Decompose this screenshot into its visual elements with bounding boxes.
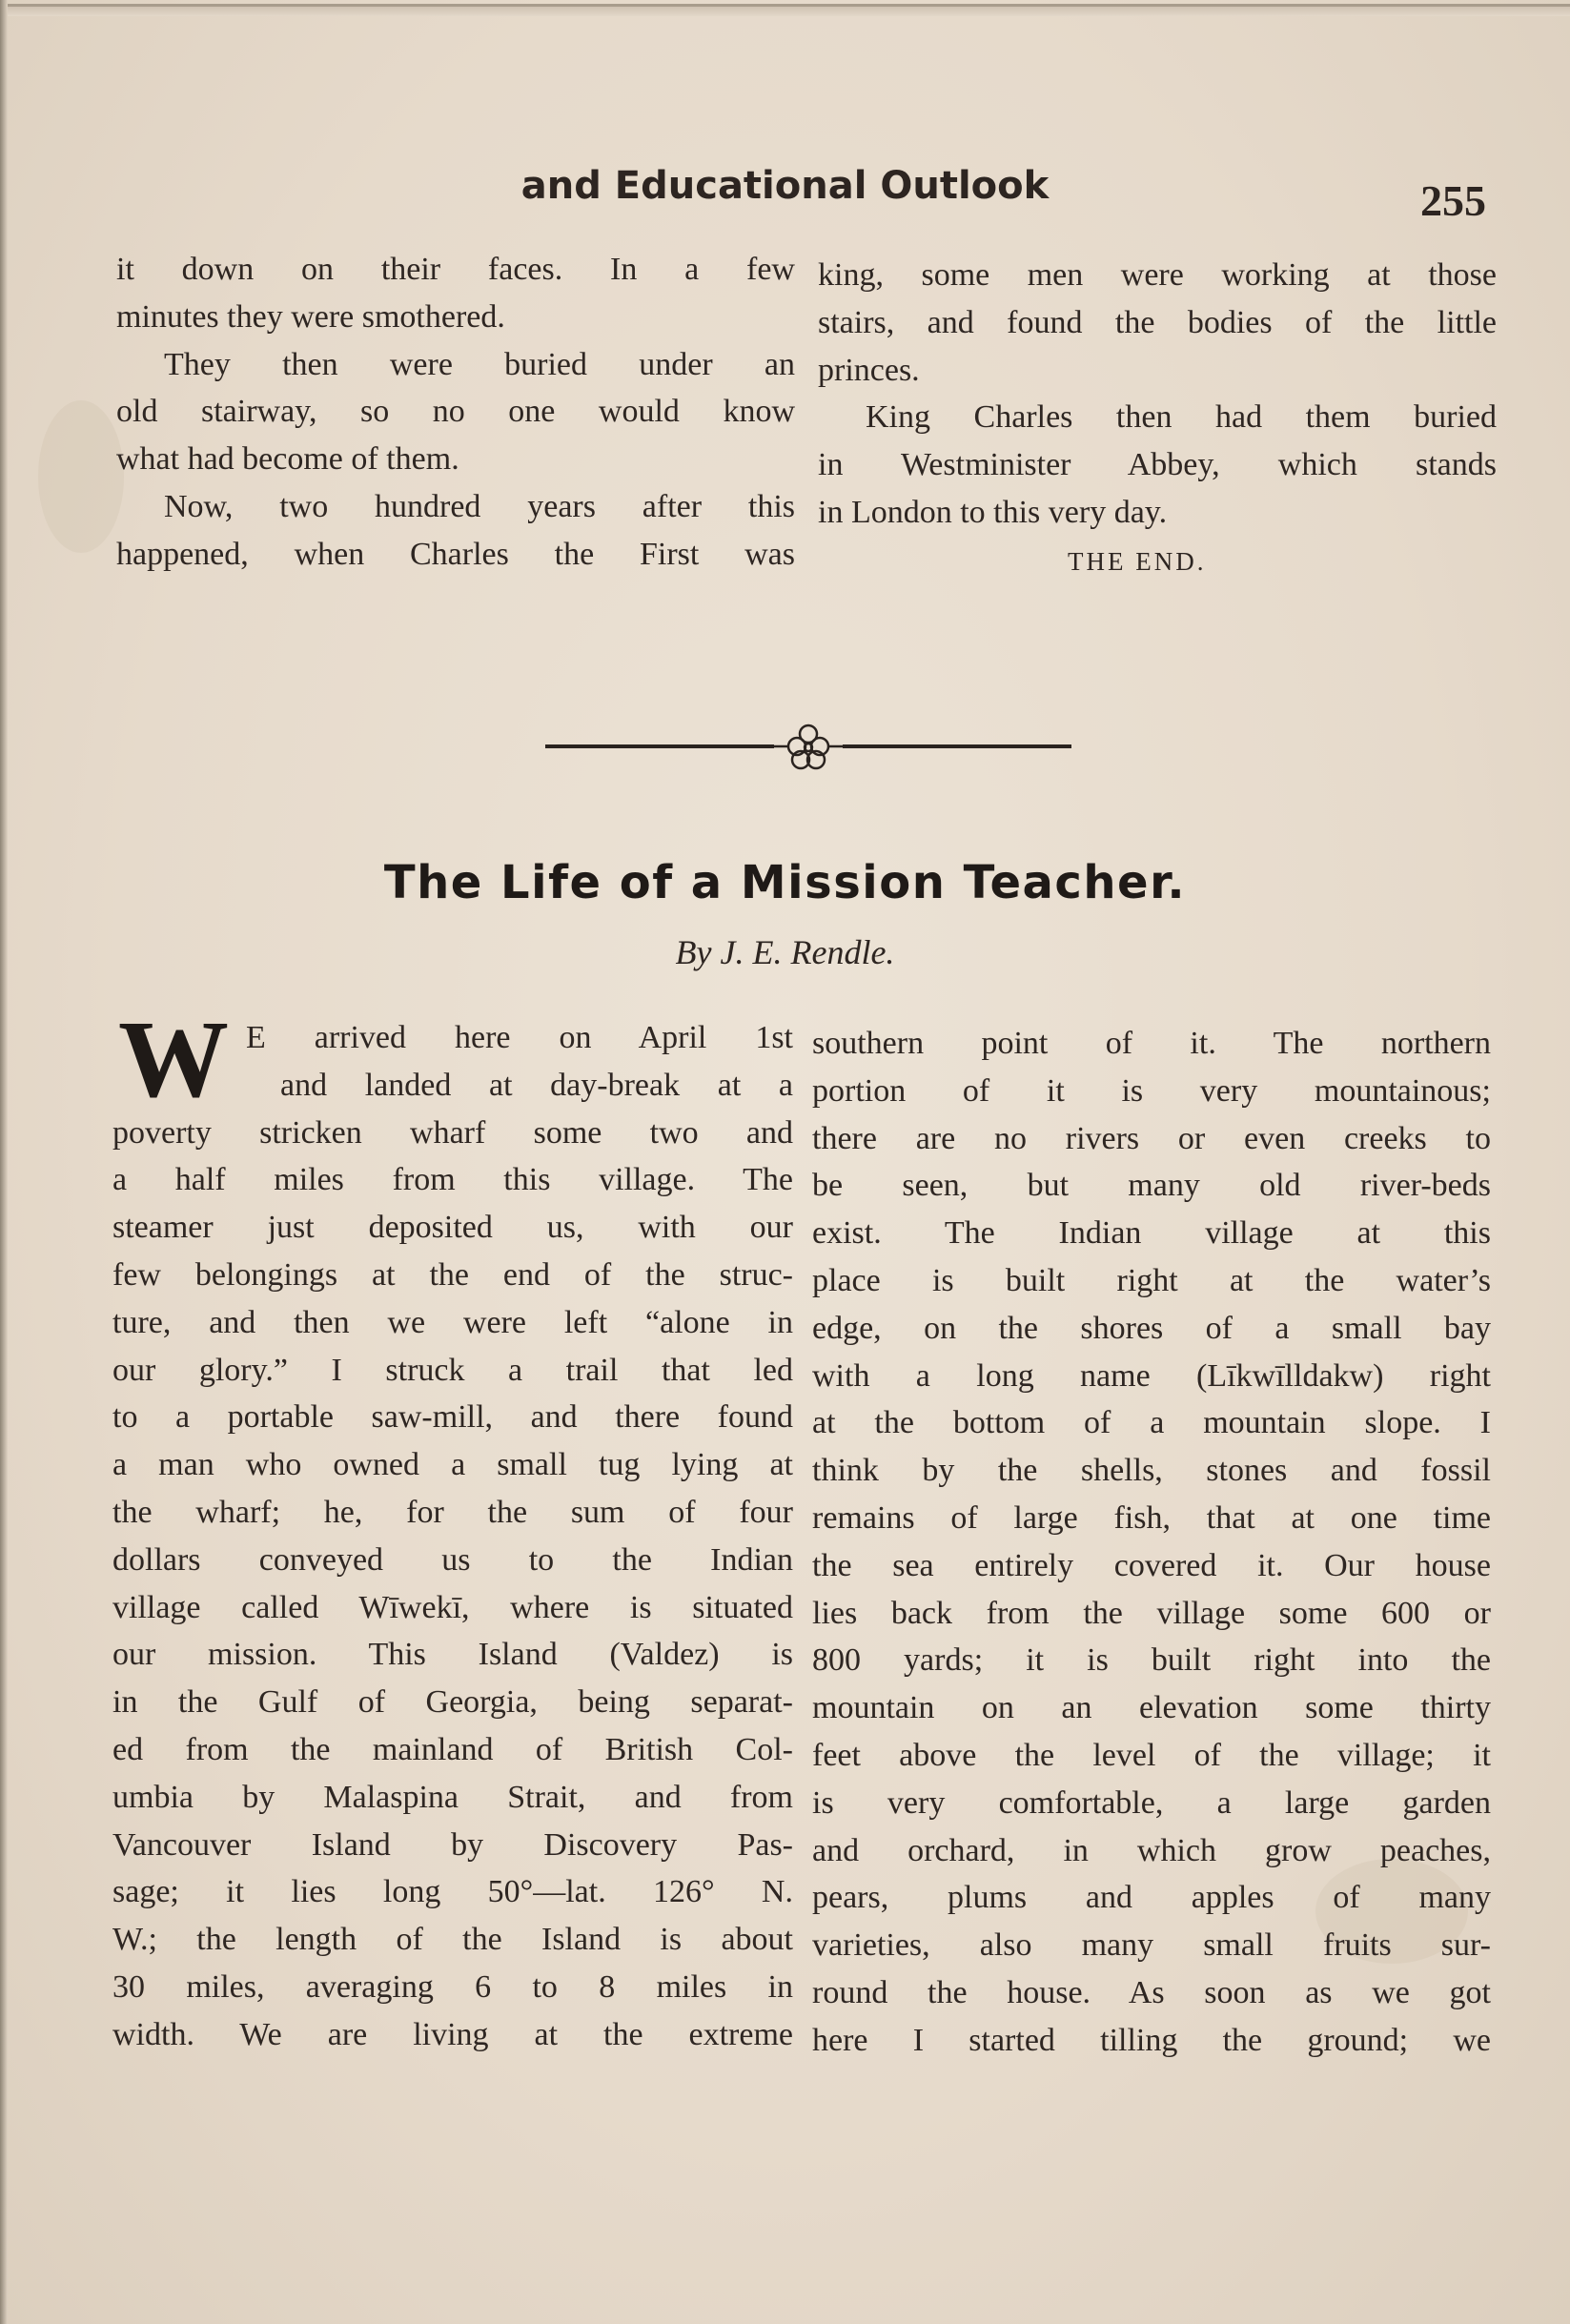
text-line: and landed at day-break at a bbox=[280, 1067, 793, 1103]
text-line: ture, and then we were left “alone in bbox=[112, 1304, 793, 1340]
text-line: minutes they were smothered. bbox=[116, 298, 505, 335]
text-line: sage; it lies long 50°—lat. 126° N. bbox=[112, 1874, 793, 1910]
text-line: mountain on an elevation some thirty bbox=[812, 1690, 1491, 1726]
drop-cap: W bbox=[118, 999, 229, 1121]
text-line: They then were buried under an bbox=[164, 346, 795, 382]
text-line: varieties, also many small fruits sur- bbox=[812, 1927, 1491, 1964]
text-line: 800 yards; it is built right into the bbox=[812, 1642, 1491, 1679]
ornamental-divider bbox=[545, 722, 1071, 775]
text-line: think by the shells, stones and fossil bbox=[812, 1453, 1491, 1489]
text-line: width. We are living at the extreme bbox=[112, 2016, 793, 2052]
text-line: 30 miles, averaging 6 to 8 miles in bbox=[112, 1968, 793, 2005]
text-line: in London to this very day. bbox=[818, 494, 1168, 530]
text-line: dollars conveyed us to the Indian bbox=[112, 1541, 793, 1578]
prev-story-right-column bbox=[818, 252, 1497, 537]
text-line: steamer just deposited us, with our bbox=[112, 1210, 793, 1246]
page-top-edge bbox=[0, 4, 1570, 16]
text-line: Vancouver Island by Discovery Pas- bbox=[112, 1826, 793, 1863]
text-line: princes. bbox=[818, 352, 920, 388]
article-title: The Life of a Mission Teacher. bbox=[383, 856, 1187, 909]
page-number: 255 bbox=[1420, 176, 1486, 225]
text-line: king, some men were working at those bbox=[818, 257, 1497, 293]
text-line: there are no rivers or even creeks to bbox=[812, 1120, 1491, 1156]
text-line: poverty stricken wharf some two and bbox=[112, 1114, 793, 1151]
text-line: village called Wīwekī, where is situated bbox=[112, 1589, 793, 1625]
text-line: a half miles from this village. The bbox=[112, 1162, 793, 1198]
text-line: our mission. This Island (Valdez) is bbox=[112, 1637, 793, 1673]
article-left-column bbox=[112, 999, 793, 2059]
text-line: ed from the mainland of British Col- bbox=[112, 1731, 793, 1767]
text-line: at the bottom of a mountain slope. I bbox=[812, 1405, 1491, 1441]
text-line: the wharf; he, for the sum of four bbox=[112, 1494, 793, 1530]
text-line: few belongings at the end of the struc- bbox=[112, 1256, 793, 1293]
text-line: southern point of it. The northern bbox=[812, 1026, 1491, 1061]
text-line: what had become of them. bbox=[116, 441, 459, 478]
text-line: here I started tilling the ground; we bbox=[812, 2022, 1491, 2058]
text-line: King Charles then had them buried bbox=[866, 399, 1497, 436]
text-line: pears, plums and apples of many bbox=[812, 1880, 1491, 1916]
article-right-column bbox=[812, 1020, 1491, 2065]
text-line: the sea entirely covered it. Our house bbox=[812, 1547, 1491, 1583]
text-line: W.; the length of the Island is about bbox=[112, 1922, 793, 1958]
page-binding-edge bbox=[0, 0, 8, 2324]
text-line: in the Gulf of Georgia, being separat- bbox=[112, 1684, 793, 1721]
the-end-mark: THE END. bbox=[1068, 547, 1207, 576]
text-line: with a long name (Līkwīlldakw) right bbox=[812, 1357, 1491, 1394]
text-line: stairs, and found the bodies of the little bbox=[818, 304, 1497, 340]
text-line: it down on their faces. In a few bbox=[116, 252, 795, 287]
running-header: and Educational Outlook bbox=[520, 164, 1050, 208]
text-line: our glory.” I struck a trail that led bbox=[112, 1352, 793, 1388]
text-line: E arrived here on April 1st bbox=[246, 1020, 793, 1055]
text-line: remains of large fish, that at one time bbox=[812, 1499, 1491, 1536]
text-line: edge, on the shores of a small bay bbox=[812, 1310, 1491, 1346]
paper-stain bbox=[38, 400, 124, 553]
text-line: be seen, but many old river-beds bbox=[812, 1168, 1491, 1204]
text-line: is very comfortable, a large garden bbox=[812, 1784, 1491, 1821]
article-byline: By J. E. Rendle. bbox=[675, 933, 895, 971]
text-line: in Westminister Abbey, which stands bbox=[818, 447, 1497, 483]
text-line: happened, when Charles the First was bbox=[116, 536, 795, 572]
text-line: a man who owned a small tug lying at bbox=[112, 1447, 793, 1483]
text-line: feet above the level of the village; it bbox=[812, 1737, 1491, 1773]
text-line: and orchard, in which grow peaches, bbox=[812, 1832, 1491, 1868]
text-line: old stairway, so no one would know bbox=[116, 394, 795, 430]
text-line: Now, two hundred years after this bbox=[164, 488, 795, 524]
text-line: to a portable saw-mill, and there found bbox=[112, 1399, 793, 1436]
prev-story-left-column bbox=[116, 246, 795, 579]
text-line: place is built right at the water’s bbox=[812, 1262, 1491, 1298]
text-line: lies back from the village some 600 or bbox=[812, 1595, 1491, 1631]
text-line: exist. The Indian village at this bbox=[812, 1215, 1491, 1252]
text-line: umbia by Malaspina Strait, and from bbox=[112, 1779, 793, 1815]
text-line: round the house. As soon as we got bbox=[812, 1974, 1491, 2010]
text-line: portion of it is very mountainous; bbox=[812, 1072, 1491, 1109]
